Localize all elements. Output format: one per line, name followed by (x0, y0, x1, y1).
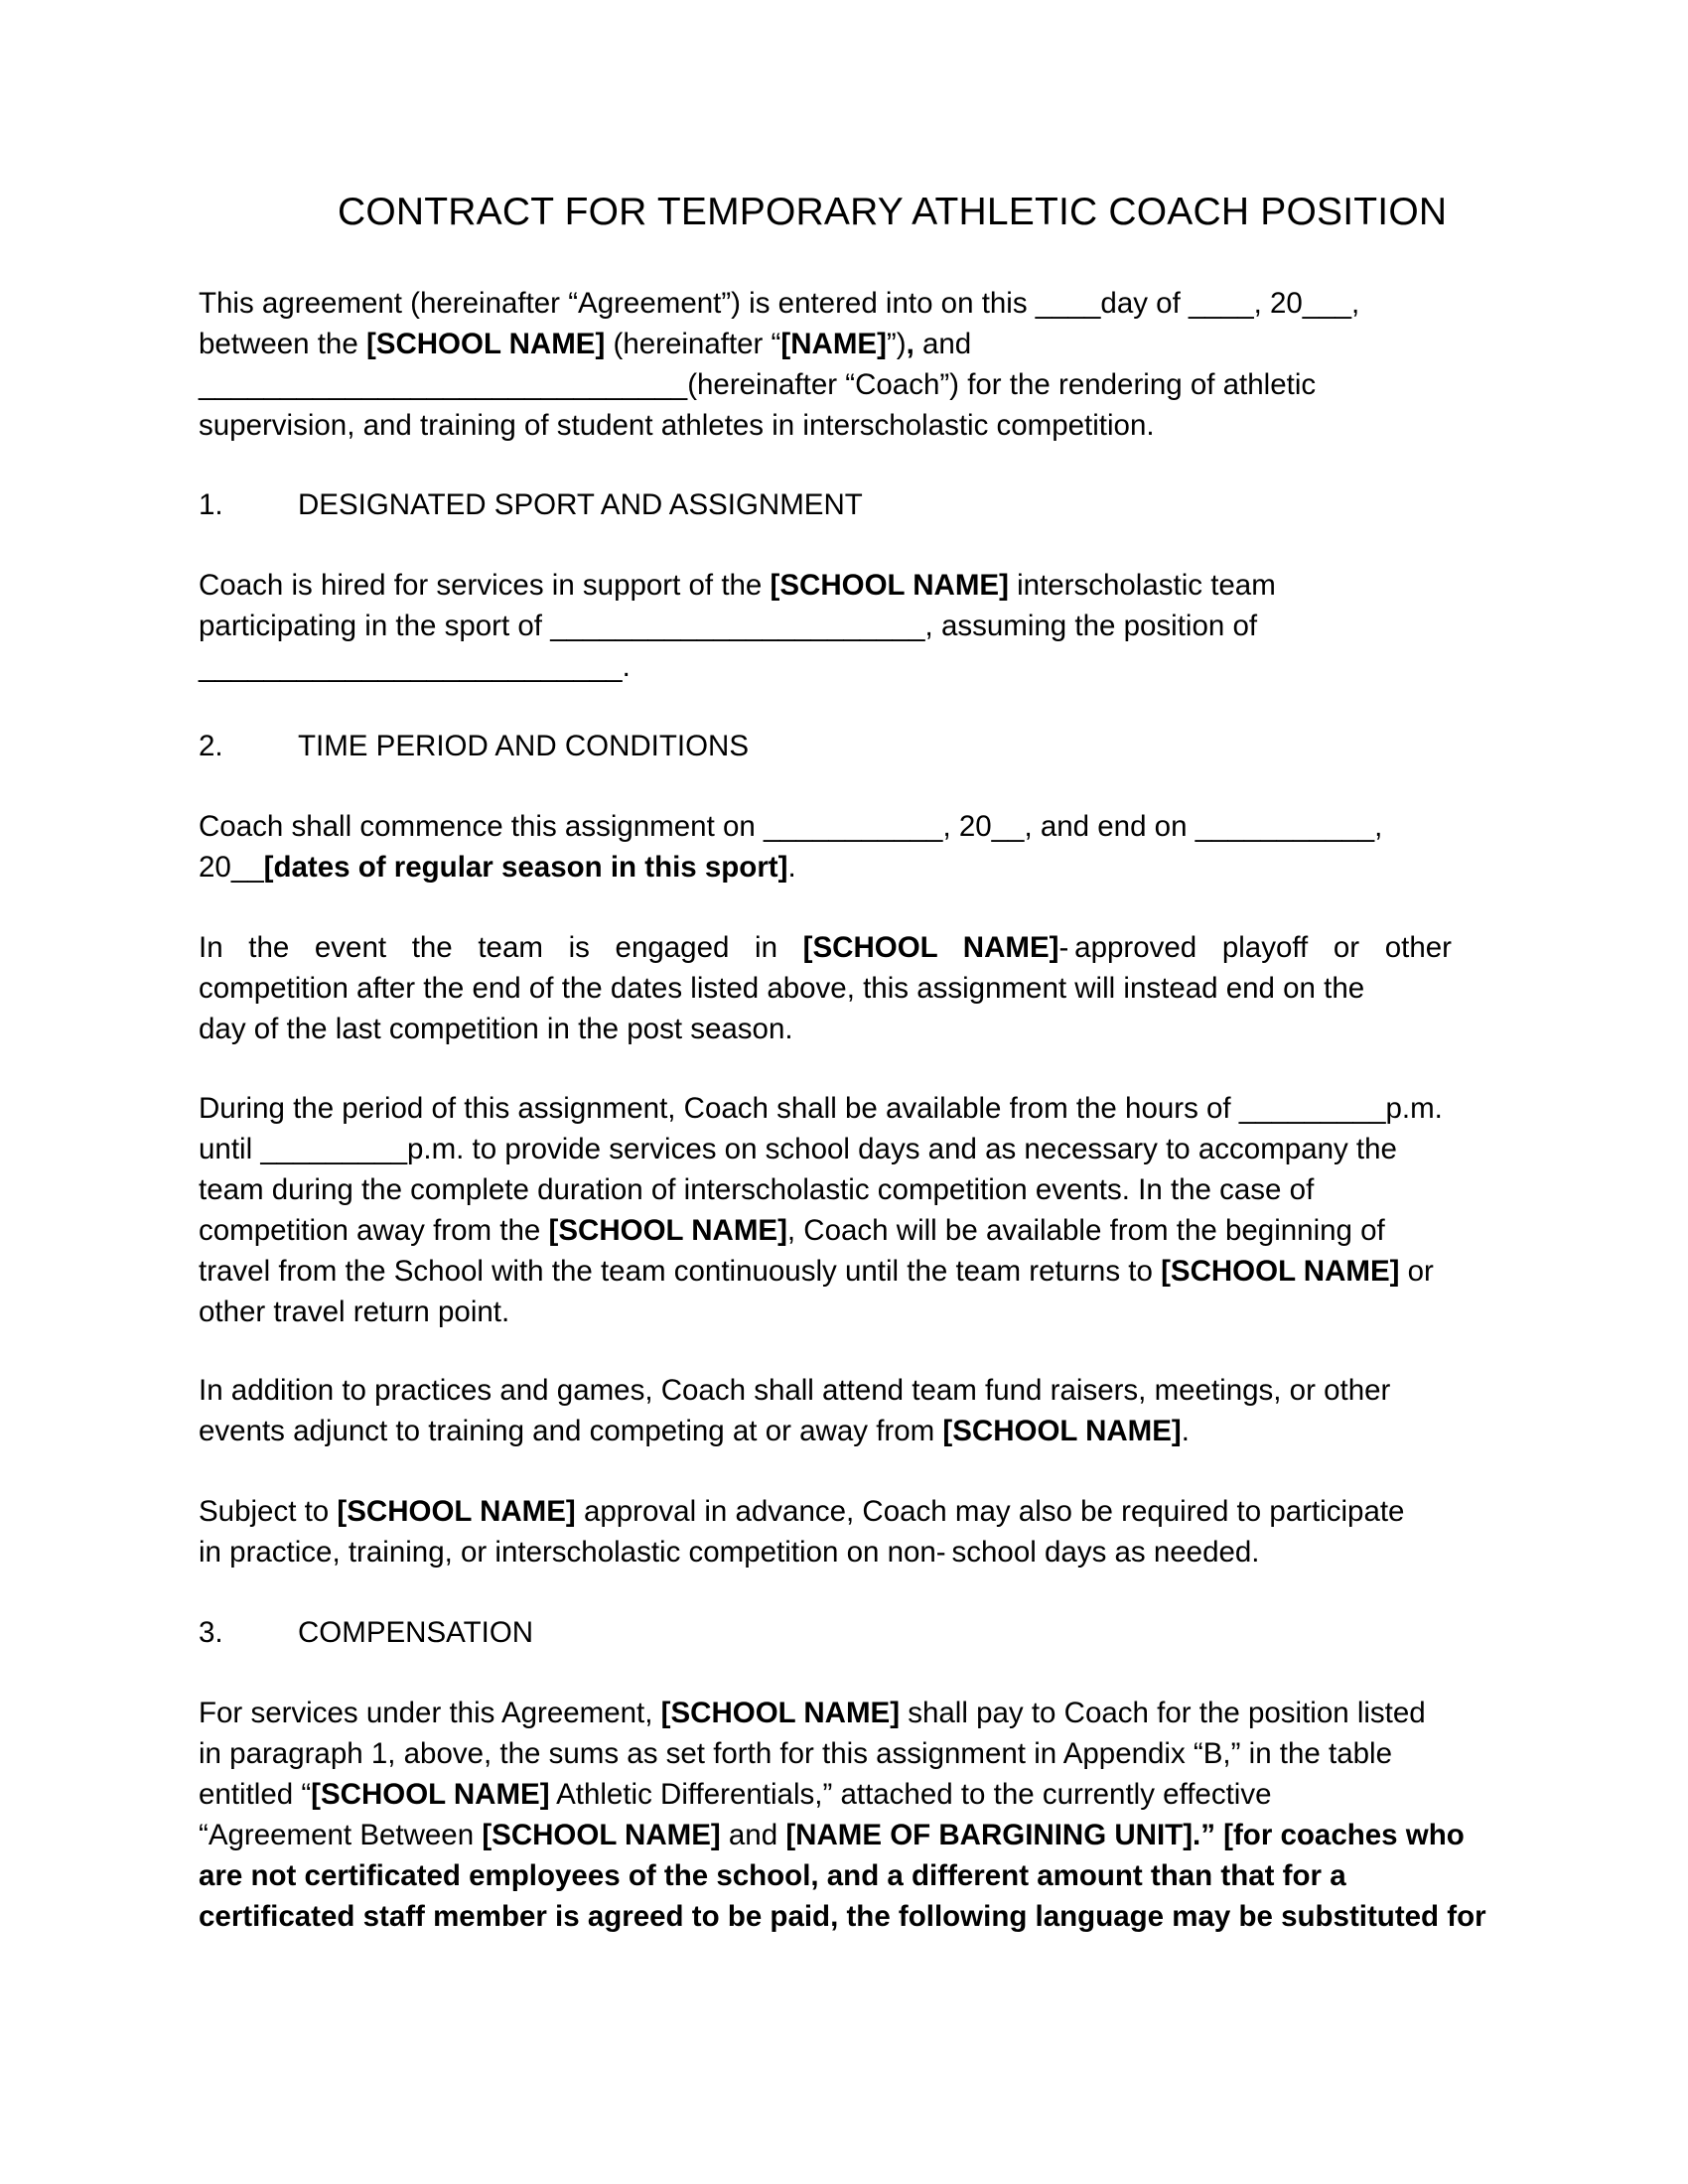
section-2-paragraph-1: Coach shall commence this assignment on ___________, 20__, and end on ___________, 20__[dates of regular season in this sport]. (199, 810, 1383, 884)
section-2-paragraph-4: In addition to practices and games, Coach shall attend team fund raisers, meetings, or other events adjunct to training and competing at or away from [SCHOOL NAME]. (199, 1374, 1391, 1447)
school-name-placeholder: [SCHOOL NAME] (311, 1778, 550, 1811)
school-name-placeholder: [SCHOOL NAME] (770, 569, 1009, 602)
section-1-heading: 1. DESIGNATED SPORT AND ASSIGNMENT (199, 488, 863, 521)
intro-line-2: between the [SCHOOL NAME] (hereinafter “[NAME]”), and (199, 328, 972, 360)
school-name-placeholder: [SCHOOL NAME] (1161, 1255, 1400, 1288)
intro-line-1: This agreement (hereinafter “Agreement”) is entered into on this ____day of ____, 20___, (199, 287, 1360, 320)
school-name-placeholder: [SCHOOL NAME] (548, 1214, 787, 1247)
school-name-placeholder: [SCHOOL NAME] (365, 328, 606, 360)
section-3-heading: 3. COMPENSATION (199, 1616, 534, 1649)
intro-line-4: supervision, and training of student athletes in interscholastic competition. (199, 409, 1155, 442)
school-name-placeholder: [SCHOOL NAME] (660, 1697, 901, 1729)
document-title: CONTRACT FOR TEMPORARY ATHLETIC COACH POSITION (338, 191, 1448, 233)
section-2-paragraph-2: In the event the team is engaged in [SCHOOL NAME]- approved playoff or other competition after the end of the dates listed above, this assignment will instead end on the day of the last competition in the post season. (199, 931, 1452, 1045)
section-2-heading: 2. TIME PERIOD AND CONDITIONS (199, 730, 750, 762)
school-name-placeholder: [SCHOOL NAME] (942, 1415, 1182, 1447)
section-2-paragraph-3: During the period of this assignment, Coach shall be available from the hours of _________p.m. until _________p.m. to provide services on school days and as necessary to accompany the team during the complete duration of interscholastic competition events. In the case of competition away from the [SCHOOL NAME], Coach will be available from the beginning of travel from the School with the team continuously until the team returns to [SCHOOL NAME] or other travel return point. (199, 1092, 1443, 1328)
name-placeholder: [NAME] (780, 328, 887, 360)
section-3-paragraph: For services under this Agreement, [SCHOOL NAME] shall pay to Coach for the position listed in paragraph 1, above, the sums as set forth for this assignment in Appendix “B,” in the table entitled “[SCHOOL NAME] Athletic Differentials,” attached to the currently effective “Agreement Between [SCHOOL NAME] and [NAME OF BARGINING UNIT].” [for coaches who are not certificated employees of the school, and a different amount than that for a certificated staff member is agreed to be paid, the following language may be substituted for (199, 1697, 1486, 1933)
school-name-placeholder: [SCHOOL NAME] (802, 931, 1059, 964)
school-name-placeholder: [SCHOOL NAME] (337, 1495, 576, 1528)
intro-line-3: ______________________________(hereinafter “Coach”) for the rendering of athletic (199, 368, 1317, 401)
section-2-paragraph-5: Subject to [SCHOOL NAME] approval in advance, Coach may also be required to participate in practice, training, or interscholastic competition on non- school days as needed. (199, 1495, 1405, 1569)
section-1-paragraph: Coach is hired for services in support of the [SCHOOL NAME] interscholastic team participating in the sport of _______________________, assuming the position of __________________________. (199, 569, 1276, 683)
intro-paragraph (199, 283, 1489, 446)
school-name-placeholder: [SCHOOL NAME] (482, 1819, 721, 1851)
